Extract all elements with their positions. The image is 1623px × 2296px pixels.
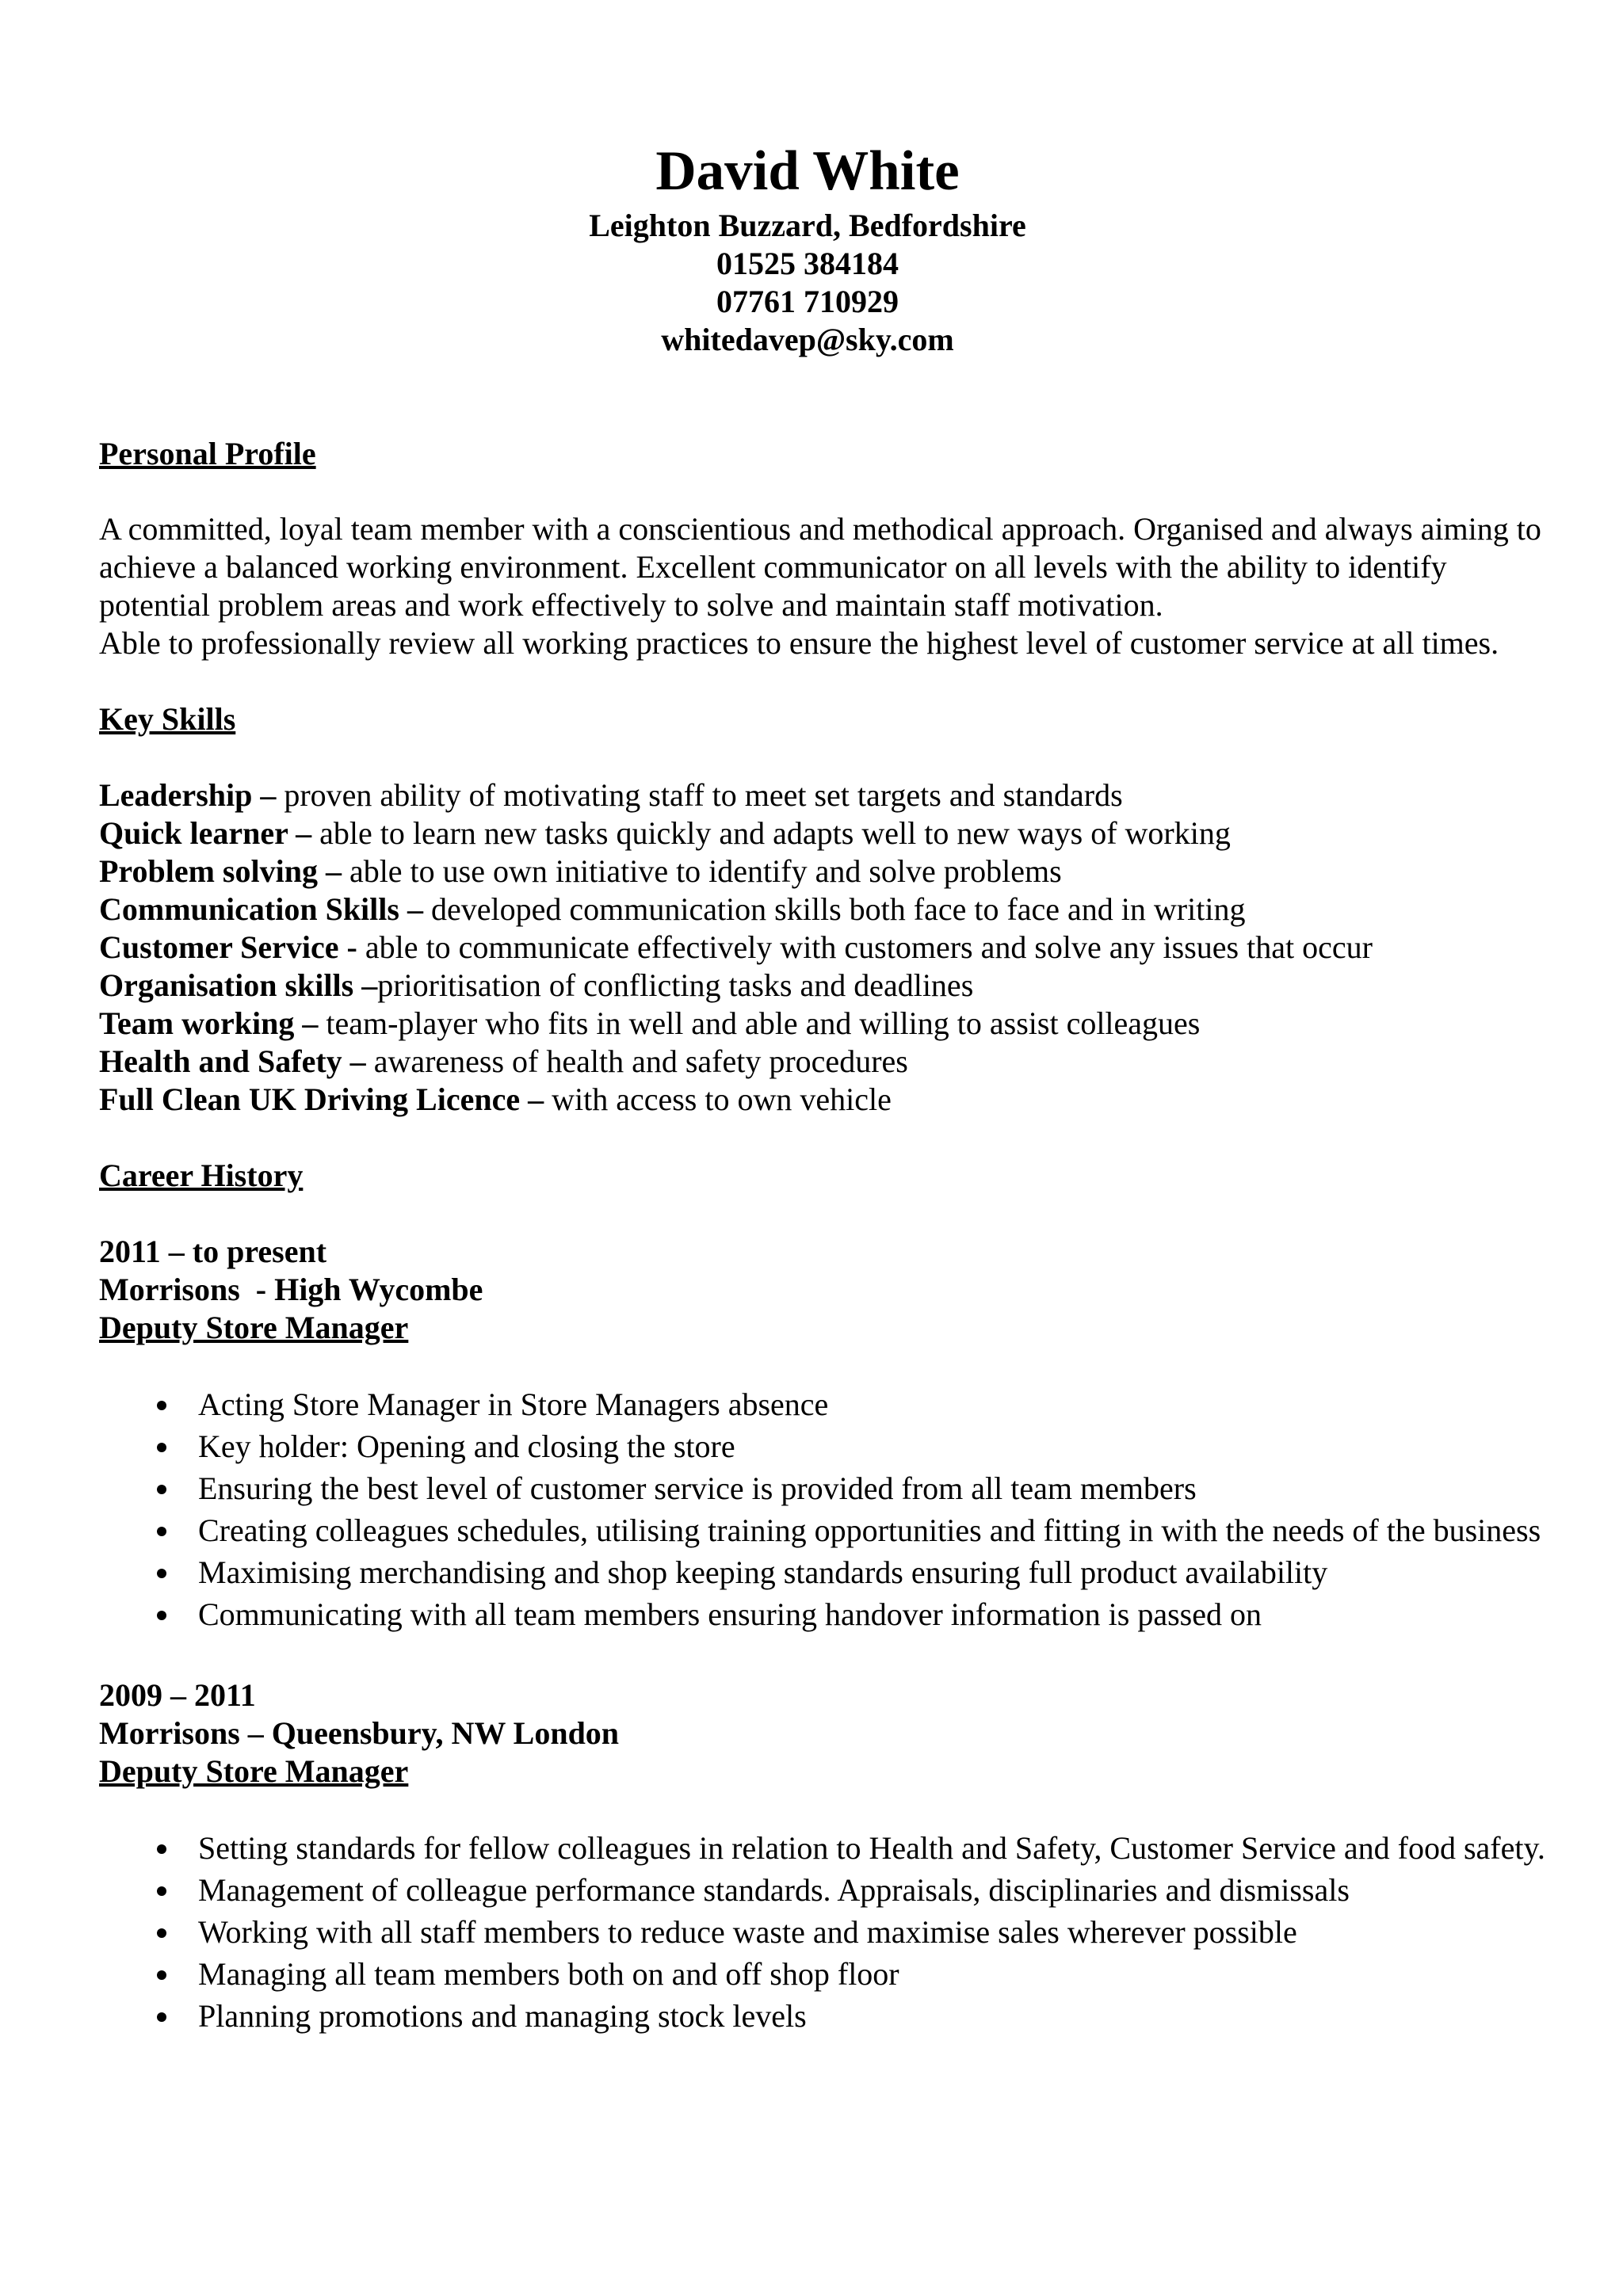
duty-text: Working with all staff members to reduce waste and maximise sales wherever possible: [198, 1914, 1297, 1950]
bullet-icon: [157, 1970, 166, 1980]
skill-description: team-player who fits in well and able and willing to assist colleagues: [318, 1005, 1201, 1041]
phone-landline: 01525 384184: [716, 246, 899, 281]
list-item: [99, 1871, 1609, 1910]
skill-name: Team working –: [99, 1005, 319, 1041]
skill-description: able to learn new tasks quickly and adapts well to new ways of working: [311, 815, 1231, 851]
job-duties-list: [99, 1385, 1623, 1634]
list-item: [99, 1829, 1609, 1868]
personal-profile-paragraph-1: A committed, loyal team member with a conscientious and methodical approach. Organised and always aiming to achieve a balanced working environment. Excellent communicator on all levels with the ability to identify potential problem areas and work effectively to solve and maintain staff motivation.: [99, 511, 1541, 623]
duty-text: Management of colleague performance standards. Appraisals, disciplinaries and dismissals: [198, 1872, 1350, 1908]
bullet-icon: [157, 2012, 166, 2022]
skill-description: proven ability of motivating staff to meet set targets and standards: [276, 777, 1123, 813]
skill-name: Problem solving –: [99, 853, 342, 889]
bullet-icon: [157, 1844, 166, 1854]
cv-header: [91, 139, 1524, 359]
duty-text: Maximising merchandising and shop keeping standards ensuring full product availability: [198, 1554, 1328, 1590]
list-item: [99, 1913, 1609, 1952]
job-role: Deputy Store Manager: [99, 1310, 409, 1345]
list-item: [99, 1469, 1609, 1508]
skill-item: [99, 929, 1623, 967]
bullet-icon: [157, 1485, 166, 1494]
personal-profile-paragraph-2: Able to professionally review all working practices to ensure the highest level of customer service at all times.: [99, 625, 1499, 661]
skill-description: with access to own vehicle: [544, 1081, 892, 1117]
skill-name: Quick learner –: [99, 815, 312, 851]
duty-text: Key holder: Opening and closing the store: [198, 1428, 735, 1464]
skill-item: [99, 1081, 1623, 1119]
job-duties-list: [99, 1829, 1623, 2036]
duty-text: Communicating with all team members ensuring handover information is passed on: [198, 1596, 1262, 1632]
duty-text: Creating colleagues schedules, utilising training opportunities and fitting in with the needs of the business: [198, 1512, 1541, 1548]
skill-item: [99, 1005, 1623, 1043]
list-item: [99, 1955, 1609, 1994]
skill-name: Organisation skills –: [99, 967, 378, 1003]
skill-name: Full Clean UK Driving Licence –: [99, 1081, 544, 1117]
skill-item: [99, 776, 1623, 814]
skill-description: able to communicate effectively with customers and solve any issues that occur: [357, 929, 1373, 965]
skill-item: [99, 1043, 1623, 1081]
duty-text: Ensuring the best level of customer service is provided from all team members: [198, 1470, 1197, 1506]
skill-description: developed communication skills both face to face and in writing: [422, 891, 1246, 927]
list-item: [99, 1595, 1609, 1634]
list-item: [99, 1997, 1609, 2036]
skill-name: Customer Service -: [99, 929, 357, 965]
bullet-icon: [157, 1527, 166, 1536]
bullet-icon: [157, 1886, 166, 1896]
list-item: [99, 1511, 1609, 1550]
bullet-icon: [157, 1611, 166, 1620]
list-item: [99, 1385, 1609, 1425]
skill-description: prioritisation of conflicting tasks and deadlines: [377, 967, 974, 1003]
duty-text: Setting standards for fellow colleagues in relation to Health and Safety, Customer Service and food safety.: [198, 1830, 1545, 1866]
job-dates: 2011 – to present: [99, 1234, 327, 1269]
duty-text: Planning promotions and managing stock levels: [198, 1998, 807, 2034]
list-item: [99, 1427, 1609, 1466]
key-skills-heading: Key Skills: [99, 701, 236, 737]
skill-name: Leadership –: [99, 777, 277, 813]
bullet-icon: [157, 1569, 166, 1578]
bullet-icon: [157, 1928, 166, 1938]
skill-description: awareness of health and safety procedures: [365, 1043, 908, 1079]
candidate-name: David White: [655, 140, 960, 202]
duty-text: Acting Store Manager in Store Managers absence: [198, 1386, 829, 1422]
email-address: whitedavep@sky.com: [661, 322, 954, 357]
job-role: Deputy Store Manager: [99, 1753, 409, 1789]
skill-name: Communication Skills –: [99, 891, 423, 927]
phone-mobile: 07761 710929: [716, 284, 899, 319]
duty-text: Managing all team members both on and off shop floor: [198, 1956, 899, 1992]
skill-item: [99, 967, 1623, 1005]
job-dates: 2009 – 2011: [99, 1677, 256, 1713]
location: Leighton Buzzard, Bedfordshire: [589, 208, 1026, 243]
skill-item: [99, 891, 1623, 929]
job-employer: Morrisons – Queensbury, NW London: [99, 1715, 620, 1751]
list-item: [99, 1553, 1609, 1592]
skill-item: [99, 852, 1623, 891]
skill-item: [99, 814, 1623, 852]
personal-profile-heading: Personal Profile: [99, 436, 316, 471]
career-history-heading: Career History: [99, 1158, 304, 1193]
bullet-icon: [157, 1401, 166, 1410]
bullet-icon: [157, 1443, 166, 1452]
job-entry: [99, 1233, 1623, 1634]
key-skills-list: [99, 776, 1623, 1119]
job-entry: [99, 1676, 1623, 2036]
job-employer: Morrisons - High Wycombe: [99, 1272, 483, 1307]
skill-name: Health and Safety –: [99, 1043, 366, 1079]
skill-description: able to use own initiative to identify and solve problems: [341, 853, 1062, 889]
